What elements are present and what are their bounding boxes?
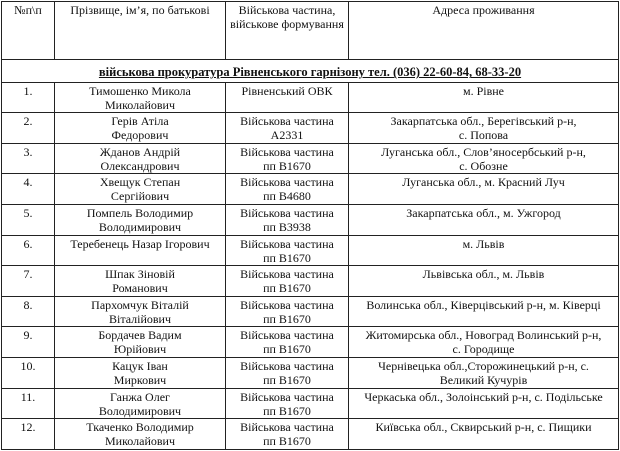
cell-name — [55, 266, 226, 297]
section-title: військова прокуратура Рівненського гарнізону тел. (036) 22-60-84, 68-33-20 — [2, 60, 619, 82]
cell-name — [55, 82, 226, 113]
cell-name-text: Кацук Іван — [112, 359, 168, 374]
cell-name — [55, 113, 226, 144]
cell-unit-text: Військова частина — [240, 359, 334, 374]
cell-num — [2, 296, 55, 327]
cell-name-text: Романович — [112, 281, 168, 296]
cell-name-text: Жданов Андрій — [99, 144, 181, 159]
cell-num — [2, 266, 55, 297]
cell-name — [55, 174, 226, 205]
table-row — [2, 419, 619, 450]
cell-unit-text: Військова частина — [240, 297, 334, 312]
cell-num-text: 1. — [23, 83, 33, 98]
cell-address-text: Чернівецька обл.,Сторожинецький р-н, с. — [378, 359, 589, 374]
cell-address-text: Черкаська обл., Золоінський р-н, с. Подільське — [364, 389, 603, 404]
cell-unit — [226, 174, 349, 205]
table-row — [2, 296, 619, 327]
cell-address — [349, 388, 619, 419]
table-row — [2, 205, 619, 236]
cell-num — [2, 82, 55, 113]
cell-unit-text: пп В1670 — [263, 434, 311, 449]
cell-num-text: 6. — [23, 236, 33, 251]
cell-name-text: Миколайович — [104, 434, 175, 449]
cell-unit-text: пп В1670 — [263, 158, 311, 173]
cell-num-text: 4. — [23, 175, 33, 190]
cell-address — [349, 266, 619, 297]
cell-name — [55, 419, 226, 450]
cell-address-text: Житомирська обл., Новоград Волинський р-н, — [365, 328, 602, 343]
cell-address-text: Луганська обл., м. Красний Луч — [402, 175, 565, 190]
cell-address — [349, 113, 619, 144]
cell-unit-text: пп В3938 — [263, 220, 311, 235]
cell-unit-text: Військова частина — [240, 114, 334, 129]
cell-num — [2, 358, 55, 389]
cell-unit — [226, 419, 349, 450]
table-row — [2, 388, 619, 419]
cell-unit-text: А2331 — [270, 128, 304, 143]
cell-name-text: Бордачев Вадим — [98, 328, 182, 343]
cell-address — [349, 296, 619, 327]
cell-name-text: Помпель Володимир — [86, 206, 194, 221]
cell-name — [55, 296, 226, 327]
header-num: №п\п — [2, 2, 55, 60]
header-row — [2, 2, 619, 60]
cell-unit-text: пп В1670 — [263, 403, 311, 418]
cell-unit — [226, 143, 349, 174]
cell-num — [2, 419, 55, 450]
cell-name-text: Сергійович — [110, 189, 170, 204]
cell-unit-text: Військова частина — [240, 267, 334, 282]
header-unit: Військова частина, військове формування — [226, 2, 349, 60]
cell-address-text: с. Обозне — [459, 158, 508, 173]
cell-name — [55, 358, 226, 389]
cell-num — [2, 174, 55, 205]
cell-name-text: Федорович — [111, 128, 169, 143]
cell-address — [349, 327, 619, 358]
table-row — [2, 174, 619, 205]
cell-num-text: 12. — [20, 420, 36, 435]
table-row — [2, 327, 619, 358]
cell-name-text: Олександрович — [100, 158, 180, 173]
cell-num — [2, 205, 55, 236]
cell-unit — [226, 266, 349, 297]
cell-name-text: Теребенець Назар Ігорович — [70, 236, 210, 251]
cell-name-text: Пархомчук Віталій — [91, 297, 189, 312]
cell-name-text: Ганжа Олег — [110, 389, 170, 404]
cell-address-text: с. Попова — [458, 128, 509, 143]
cell-num — [2, 113, 55, 144]
cell-address — [349, 174, 619, 205]
cell-unit-text: пп В4680 — [263, 189, 311, 204]
personnel-table — [1, 1, 619, 450]
cell-address-text: Закарпатська обл., м. Ужгород — [406, 206, 561, 221]
cell-name-text: Миркович — [113, 373, 167, 388]
cell-address-text: м. Львів — [462, 236, 505, 251]
cell-address — [349, 358, 619, 389]
cell-num-text: 10. — [20, 359, 36, 374]
cell-unit-text: Військова частина — [240, 236, 334, 251]
cell-num-text: 11. — [20, 389, 36, 404]
cell-num-text: 9. — [23, 328, 33, 343]
cell-name-text: Хвещук Степан — [99, 175, 181, 190]
cell-unit — [226, 235, 349, 266]
cell-address-text: с. Городище — [452, 342, 515, 357]
cell-unit-text: Військова частина — [240, 175, 334, 190]
cell-unit — [226, 388, 349, 419]
cell-unit-text: Військова частина — [240, 144, 334, 159]
cell-address-text: Львівська обл., м. Львів — [422, 267, 545, 282]
cell-name-text: Миколайович — [104, 97, 175, 112]
cell-num — [2, 235, 55, 266]
cell-unit-text: Військова частина — [240, 389, 334, 404]
cell-address — [349, 235, 619, 266]
table-row — [2, 143, 619, 174]
cell-unit-text: Військова частина — [240, 420, 334, 435]
cell-address-text: Великий Кучурів — [439, 373, 528, 388]
cell-unit-text: пп В1670 — [263, 250, 311, 265]
table-row — [2, 82, 619, 113]
cell-unit-text: пп В1670 — [263, 311, 311, 326]
cell-name — [55, 388, 226, 419]
header-address: Адреса проживання — [349, 2, 619, 60]
cell-address-text: Волинська обл., Ківерцівський р-н, м. Ківерці — [366, 297, 601, 312]
cell-num-text: 3. — [23, 144, 33, 159]
cell-num-text: 2. — [23, 114, 33, 129]
cell-name-text: Тимошенко Микола — [89, 83, 191, 98]
cell-unit — [226, 296, 349, 327]
cell-address — [349, 82, 619, 113]
cell-unit — [226, 82, 349, 113]
cell-name-text: Ткаченко Володимир — [86, 420, 194, 435]
cell-name — [55, 327, 226, 358]
table-row — [2, 235, 619, 266]
cell-name — [55, 235, 226, 266]
cell-name-text: Володимирович — [98, 220, 182, 235]
cell-name-text: Юрійович — [113, 342, 167, 357]
table-row — [2, 358, 619, 389]
cell-address-text: Київська обл., Сквирський р-н, с. Пищики — [375, 420, 592, 435]
table-body — [2, 82, 619, 449]
cell-address — [349, 143, 619, 174]
cell-name-text: Віталійович — [108, 311, 172, 326]
cell-num — [2, 388, 55, 419]
cell-unit-text: Військова частина — [240, 206, 334, 221]
cell-unit — [226, 358, 349, 389]
cell-num-text: 5. — [23, 206, 33, 221]
cell-unit-text: пп В1670 — [263, 281, 311, 296]
section-row — [2, 60, 619, 82]
cell-name-text: Володимирович — [98, 403, 182, 418]
table-row — [2, 266, 619, 297]
cell-address — [349, 419, 619, 450]
cell-num — [2, 327, 55, 358]
cell-address — [349, 205, 619, 236]
cell-unit-text: пп В1670 — [263, 373, 311, 388]
table-row — [2, 113, 619, 144]
cell-num-text: 7. — [23, 267, 33, 282]
cell-num — [2, 143, 55, 174]
cell-name-text: Шпак Зіновій — [105, 267, 175, 282]
cell-unit-text: Військова частина — [240, 328, 334, 343]
cell-address-text: Закарпатська обл., Берегівський р-н, — [390, 114, 577, 129]
cell-name-text: Герів Атіла — [111, 114, 169, 129]
cell-address-text: м. Рівне — [462, 83, 504, 98]
cell-address-text: Луганська обл., Слов’яносербський р-н, — [381, 144, 586, 159]
header-name: Прізвище, ім’я, по батькові — [55, 2, 226, 60]
cell-unit — [226, 113, 349, 144]
cell-unit-text: пп В1670 — [263, 342, 311, 357]
cell-unit — [226, 327, 349, 358]
cell-unit — [226, 205, 349, 236]
cell-num-text: 8. — [23, 297, 33, 312]
cell-name — [55, 205, 226, 236]
cell-unit-text: Рівненський ОВК — [241, 83, 333, 98]
cell-name — [55, 143, 226, 174]
